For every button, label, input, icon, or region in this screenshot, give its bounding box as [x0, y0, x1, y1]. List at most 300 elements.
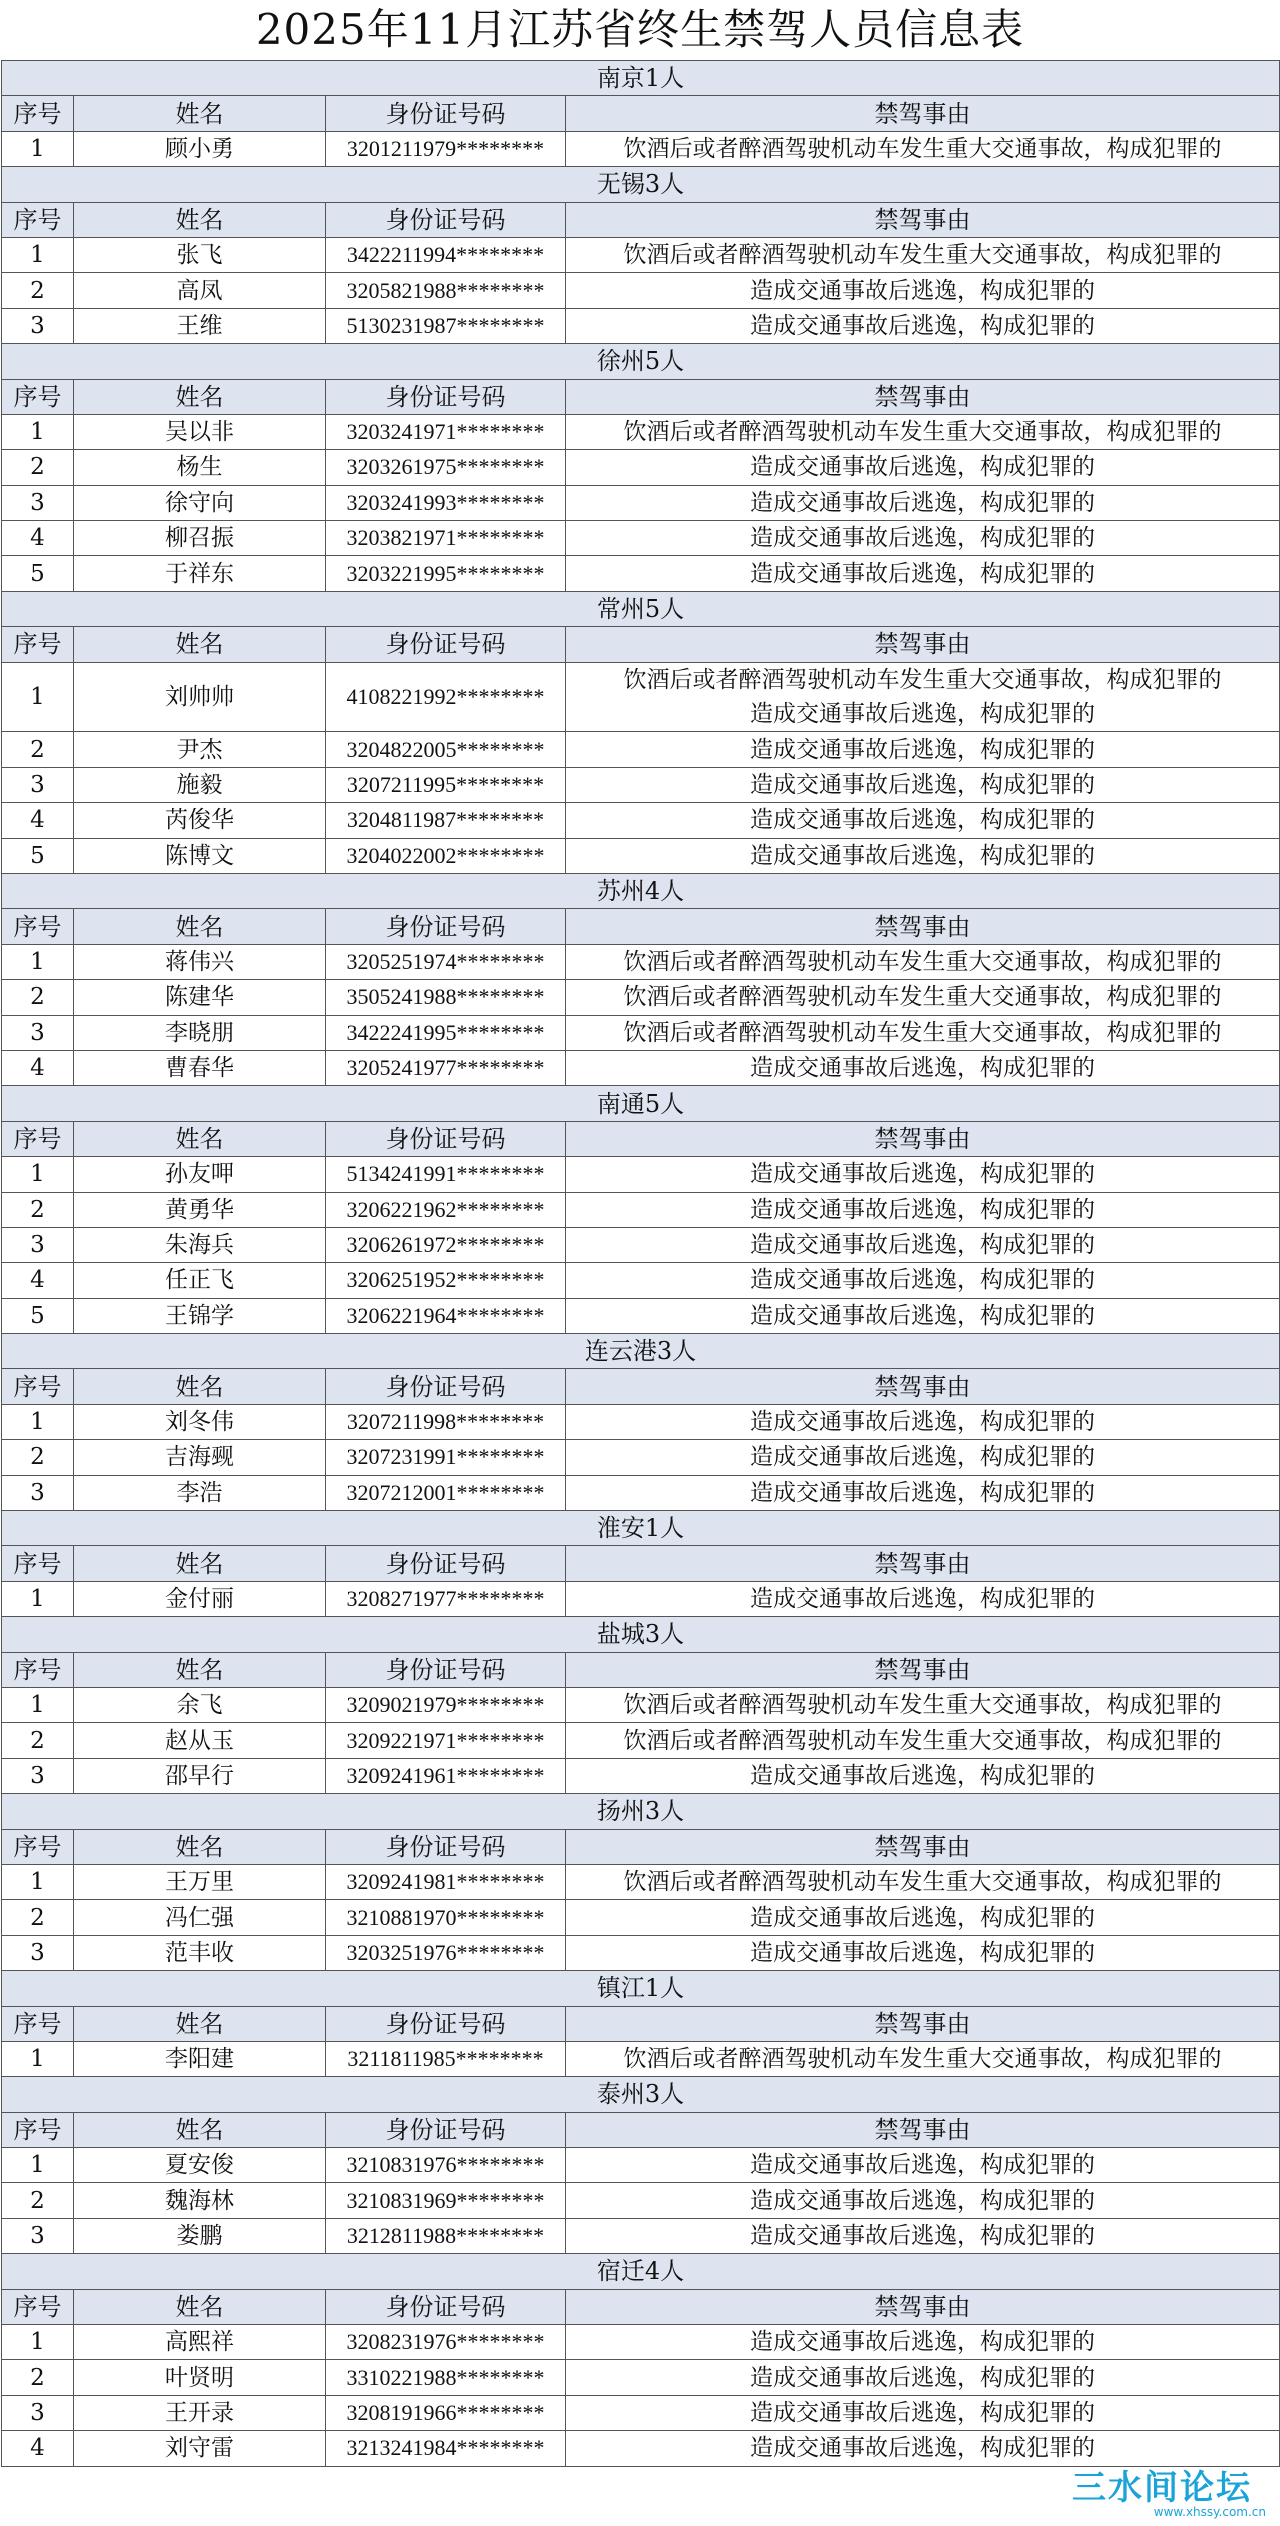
row-reason — [566, 2218, 1280, 2253]
city-section-title: 泰州3人 — [2, 2077, 1280, 2112]
row-reason — [566, 2325, 1280, 2360]
table-row — [2, 1935, 1280, 1970]
table-row — [2, 1581, 1280, 1616]
table-row — [2, 2041, 1280, 2076]
row-index: 1 — [2, 1581, 74, 1616]
reason-line: 造成交通事故后逃逸，构成犯罪的 — [750, 2364, 1096, 2391]
header-index: 序号 — [2, 2112, 74, 2147]
table-row — [2, 1227, 1280, 1262]
reason-line: 造成交通事故后逃逸，构成犯罪的 — [750, 1904, 1096, 1931]
reason-line: 造成交通事故后逃逸，构成犯罪的 — [750, 2223, 1096, 2250]
table-row — [2, 273, 1280, 308]
row-name: 陈建华 — [74, 980, 326, 1015]
header-index: 序号 — [2, 1121, 74, 1156]
table-row — [2, 1298, 1280, 1333]
row-reason — [566, 1440, 1280, 1475]
table-row — [2, 1015, 1280, 1050]
city-section-header — [2, 2254, 1280, 2289]
city-section-header — [2, 1511, 1280, 1546]
header-index: 序号 — [2, 1369, 74, 1404]
header-index: 序号 — [2, 202, 74, 237]
reason-line: 造成交通事故后逃逸，构成犯罪的 — [750, 1444, 1096, 1471]
row-index: 4 — [2, 2431, 74, 2466]
row-index: 1 — [2, 414, 74, 449]
row-name: 芮俊华 — [74, 803, 326, 838]
row-reason — [566, 1015, 1280, 1050]
header-reason: 禁驾事由 — [566, 1829, 1280, 1864]
row-index: 2 — [2, 2183, 74, 2218]
row-name: 黄勇华 — [74, 1192, 326, 1227]
row-reason — [566, 1864, 1280, 1899]
city-section-header — [2, 1617, 1280, 1652]
table-row — [2, 414, 1280, 449]
table-row — [2, 803, 1280, 838]
row-name: 蒋伟兴 — [74, 944, 326, 979]
column-header-row — [2, 1546, 1280, 1581]
column-header-row — [2, 1829, 1280, 1864]
reason-line: 造成交通事故后逃逸，构成犯罪的 — [750, 1302, 1096, 1329]
forum-watermark-logo — [1072, 2460, 1272, 2518]
row-name: 孙友呷 — [74, 1157, 326, 1192]
row-reason — [566, 2183, 1280, 2218]
reason-line: 造成交通事故后逃逸，构成犯罪的 — [750, 772, 1096, 799]
table-row — [2, 2325, 1280, 2360]
row-id-number: 3422241995******** — [326, 1015, 566, 1050]
row-name: 于祥东 — [74, 556, 326, 591]
reason-line: 饮酒后或者醉酒驾驶机动车发生重大交通事故，构成犯罪的 — [623, 1869, 1222, 1896]
table-body — [2, 61, 1280, 2467]
row-index: 5 — [2, 1298, 74, 1333]
table-row — [2, 2395, 1280, 2430]
table-row — [2, 237, 1280, 272]
row-index: 1 — [2, 131, 74, 166]
row-reason — [566, 2431, 1280, 2466]
row-name: 张飞 — [74, 237, 326, 272]
table-row — [2, 838, 1280, 873]
row-index: 2 — [2, 2360, 74, 2395]
header-name: 姓名 — [74, 627, 326, 662]
table-row — [2, 2431, 1280, 2466]
row-id-number: 3206251952******** — [326, 1263, 566, 1298]
table-row — [2, 944, 1280, 979]
row-index: 1 — [2, 944, 74, 979]
row-reason — [566, 1581, 1280, 1616]
row-index: 1 — [2, 237, 74, 272]
row-index: 1 — [2, 2041, 74, 2076]
table-row — [2, 131, 1280, 166]
header-id: 身份证号码 — [326, 202, 566, 237]
row-reason — [566, 944, 1280, 979]
header-id: 身份证号码 — [326, 1369, 566, 1404]
city-section-title: 盐城3人 — [2, 1617, 1280, 1652]
document-title: 2025年11月江苏省终生禁驾人员信息表 — [255, 5, 1025, 54]
row-reason — [566, 1935, 1280, 1970]
header-id: 身份证号码 — [326, 96, 566, 131]
reason-line: 造成交通事故后逃逸，构成犯罪的 — [750, 277, 1096, 304]
header-id: 身份证号码 — [326, 627, 566, 662]
row-index: 1 — [2, 1687, 74, 1722]
reason-line: 造成交通事故后逃逸，构成犯罪的 — [750, 1055, 1096, 1082]
city-section-title: 南通5人 — [2, 1086, 1280, 1121]
city-section-header — [2, 874, 1280, 909]
row-index: 1 — [2, 2325, 74, 2360]
city-section-header — [2, 1794, 1280, 1829]
reason-line: 饮酒后或者醉酒驾驶机动车发生重大交通事故，构成犯罪的 — [623, 984, 1222, 1011]
row-name: 余飞 — [74, 1687, 326, 1722]
row-name: 范丰收 — [74, 1935, 326, 1970]
row-id-number: 3203251976******** — [326, 1935, 566, 1970]
row-index: 3 — [2, 1015, 74, 1050]
table-row — [2, 1900, 1280, 1935]
row-name: 李晓朋 — [74, 1015, 326, 1050]
table-row — [2, 2218, 1280, 2253]
reason-line: 饮酒后或者醉酒驾驶机动车发生重大交通事故，构成犯罪的 — [623, 2046, 1222, 2073]
table-row — [2, 732, 1280, 767]
row-name: 魏海林 — [74, 2183, 326, 2218]
header-name: 姓名 — [74, 2006, 326, 2041]
table-row — [2, 1192, 1280, 1227]
row-reason — [566, 237, 1280, 272]
row-index: 3 — [2, 308, 74, 343]
row-id-number: 5134241991******** — [326, 1157, 566, 1192]
reason-line: 造成交通事故后逃逸，构成犯罪的 — [750, 1267, 1096, 1294]
row-id-number: 3210831969******** — [326, 2183, 566, 2218]
row-id-number: 3212811988******** — [326, 2218, 566, 2253]
header-name: 姓名 — [74, 379, 326, 414]
city-section-title: 徐州5人 — [2, 344, 1280, 379]
reason-line: 造成交通事故后逃逸，构成犯罪的 — [750, 1479, 1096, 1506]
reason-line: 造成交通事故后逃逸，构成犯罪的 — [750, 2435, 1096, 2462]
row-name: 高熙祥 — [74, 2325, 326, 2360]
table-row — [2, 1404, 1280, 1439]
table-row — [2, 980, 1280, 1015]
column-header-row — [2, 96, 1280, 131]
row-id-number: 5130231987******** — [326, 308, 566, 343]
row-reason — [566, 273, 1280, 308]
city-section-title: 宿迁4人 — [2, 2254, 1280, 2289]
row-index: 2 — [2, 1192, 74, 1227]
row-id-number: 4108221992******** — [326, 662, 566, 732]
row-reason — [566, 1687, 1280, 1722]
reason-line: 造成交通事故后逃逸，构成犯罪的 — [750, 807, 1096, 834]
reason-line: 造成交通事故后逃逸，构成犯罪的 — [750, 2329, 1096, 2356]
reason-line: 造成交通事故后逃逸，构成犯罪的 — [750, 454, 1096, 481]
header-index: 序号 — [2, 379, 74, 414]
header-reason: 禁驾事由 — [566, 2112, 1280, 2147]
row-index: 3 — [2, 2218, 74, 2253]
row-reason — [566, 1263, 1280, 1298]
row-reason — [566, 1157, 1280, 1192]
city-section-header — [2, 61, 1280, 96]
row-name: 冯仁强 — [74, 1900, 326, 1935]
column-header-row — [2, 2006, 1280, 2041]
row-reason — [566, 1050, 1280, 1085]
city-section-title: 扬州3人 — [2, 1794, 1280, 1829]
table-row — [2, 1157, 1280, 1192]
row-name: 王维 — [74, 308, 326, 343]
header-reason: 禁驾事由 — [566, 627, 1280, 662]
reason-line: 造成交通事故后逃逸，构成犯罪的 — [750, 1939, 1096, 1966]
reason-line: 造成交通事故后逃逸，构成犯罪的 — [750, 312, 1096, 339]
table-row — [2, 2183, 1280, 2218]
city-section-header — [2, 2077, 1280, 2112]
reason-line: 造成交通事故后逃逸，构成犯罪的 — [750, 2152, 1096, 2179]
row-index: 4 — [2, 1263, 74, 1298]
row-id-number: 3205821988******** — [326, 273, 566, 308]
row-name: 曹春华 — [74, 1050, 326, 1085]
row-id-number: 3205251974******** — [326, 944, 566, 979]
table-row — [2, 1758, 1280, 1793]
row-id-number: 3206221964******** — [326, 1298, 566, 1333]
row-id-number: 3209221971******** — [326, 1723, 566, 1758]
header-reason: 禁驾事由 — [566, 1652, 1280, 1687]
header-index: 序号 — [2, 2006, 74, 2041]
row-id-number: 3213241984******** — [326, 2431, 566, 2466]
header-id: 身份证号码 — [326, 379, 566, 414]
header-reason: 禁驾事由 — [566, 202, 1280, 237]
row-name: 王开录 — [74, 2395, 326, 2430]
row-reason — [566, 414, 1280, 449]
row-index: 1 — [2, 1864, 74, 1899]
reason-line: 造成交通事故后逃逸，构成犯罪的 — [750, 1586, 1096, 1612]
header-id: 身份证号码 — [326, 2006, 566, 2041]
column-header-row — [2, 2112, 1280, 2147]
row-index: 3 — [2, 1475, 74, 1510]
header-name: 姓名 — [74, 2112, 326, 2147]
table-row — [2, 556, 1280, 591]
header-name: 姓名 — [74, 2289, 326, 2324]
city-section-title: 常州5人 — [2, 591, 1280, 626]
header-reason: 禁驾事由 — [566, 909, 1280, 944]
header-name: 姓名 — [74, 1546, 326, 1581]
column-header-row — [2, 1121, 1280, 1156]
reason-line: 造成交通事故后逃逸，构成犯罪的 — [750, 2187, 1096, 2214]
row-id-number: 3206261972******** — [326, 1227, 566, 1262]
row-id-number: 3204811987******** — [326, 803, 566, 838]
header-id: 身份证号码 — [326, 1652, 566, 1687]
row-reason — [566, 131, 1280, 166]
reason-line: 造成交通事故后逃逸，构成犯罪的 — [750, 525, 1096, 552]
row-id-number: 3208271977******** — [326, 1581, 566, 1616]
row-index: 2 — [2, 273, 74, 308]
city-section-title: 无锡3人 — [2, 167, 1280, 202]
reason-line: 造成交通事故后逃逸，构成犯罪的 — [750, 489, 1096, 516]
row-reason — [566, 980, 1280, 1015]
header-index: 序号 — [2, 96, 74, 131]
row-index: 2 — [2, 980, 74, 1015]
row-index: 2 — [2, 1723, 74, 1758]
city-section-title: 苏州4人 — [2, 874, 1280, 909]
city-section-title: 镇江1人 — [2, 1971, 1280, 2006]
header-name: 姓名 — [74, 1829, 326, 1864]
row-index: 4 — [2, 1050, 74, 1085]
table-row — [2, 662, 1280, 732]
row-id-number: 3422211994******** — [326, 237, 566, 272]
row-id-number: 3204022002******** — [326, 838, 566, 873]
table-row — [2, 1440, 1280, 1475]
reason-line: 造成交通事故后逃逸，构成犯罪的 — [750, 842, 1096, 869]
table-row — [2, 1050, 1280, 1085]
row-reason — [566, 1758, 1280, 1793]
row-index: 3 — [2, 485, 74, 520]
table-row — [2, 450, 1280, 485]
row-reason — [566, 1723, 1280, 1758]
row-index: 3 — [2, 767, 74, 802]
row-reason — [566, 1900, 1280, 1935]
row-name: 徐守向 — [74, 485, 326, 520]
row-id-number: 3210881970******** — [326, 1900, 566, 1935]
row-index: 2 — [2, 450, 74, 485]
row-id-number: 3203241971******** — [326, 414, 566, 449]
table-row — [2, 767, 1280, 802]
row-reason — [566, 767, 1280, 802]
header-id: 身份证号码 — [326, 909, 566, 944]
reason-line: 造成交通事故后逃逸，构成犯罪的 — [750, 560, 1096, 587]
header-id: 身份证号码 — [326, 1121, 566, 1156]
row-name: 吴以非 — [74, 414, 326, 449]
reason-line: 饮酒后或者醉酒驾驶机动车发生重大交通事故，构成犯罪的 — [623, 1019, 1222, 1046]
row-name: 顾小勇 — [74, 131, 326, 166]
row-reason — [566, 485, 1280, 520]
reason-line: 饮酒后或者醉酒驾驶机动车发生重大交通事故，构成犯罪的 — [623, 419, 1222, 446]
row-name: 娄鹏 — [74, 2218, 326, 2253]
table-row — [2, 2360, 1280, 2395]
row-id-number: 3207231991******** — [326, 1440, 566, 1475]
row-name: 李浩 — [74, 1475, 326, 1510]
row-index: 1 — [2, 1157, 74, 1192]
city-section-title: 南京1人 — [2, 61, 1280, 96]
header-reason: 禁驾事由 — [566, 379, 1280, 414]
row-reason — [566, 521, 1280, 556]
row-index: 2 — [2, 1900, 74, 1935]
row-index: 2 — [2, 732, 74, 767]
table-row — [2, 485, 1280, 520]
header-index: 序号 — [2, 909, 74, 944]
column-header-row — [2, 2289, 1280, 2324]
row-id-number: 3208191966******** — [326, 2395, 566, 2430]
row-name: 邵早行 — [74, 1758, 326, 1793]
row-id-number: 3211811985******** — [326, 2041, 566, 2076]
header-index: 序号 — [2, 1546, 74, 1581]
row-reason — [566, 838, 1280, 873]
row-id-number: 3210831976******** — [326, 2148, 566, 2183]
header-reason: 禁驾事由 — [566, 1369, 1280, 1404]
header-reason: 禁驾事由 — [566, 2006, 1280, 2041]
row-index: 4 — [2, 521, 74, 556]
reason-line: 造成交通事故后逃逸，构成犯罪的 — [750, 1161, 1096, 1188]
column-header-row — [2, 1652, 1280, 1687]
row-id-number: 3207212001******** — [326, 1475, 566, 1510]
header-id: 身份证号码 — [326, 1546, 566, 1581]
reason-line: 造成交通事故后逃逸，构成犯罪的 — [750, 1232, 1096, 1259]
reason-line: 饮酒后或者醉酒驾驶机动车发生重大交通事故，构成犯罪的 — [623, 1692, 1222, 1719]
row-id-number: 3209241981******** — [326, 1864, 566, 1899]
row-name: 施毅 — [74, 767, 326, 802]
row-index: 3 — [2, 1758, 74, 1793]
reason-line: 造成交通事故后逃逸，构成犯罪的 — [750, 1762, 1096, 1789]
city-section-title: 连云港3人 — [2, 1334, 1280, 1369]
column-header-row — [2, 379, 1280, 414]
row-id-number: 3203241993******** — [326, 485, 566, 520]
row-name: 刘冬伟 — [74, 1404, 326, 1439]
row-reason — [566, 732, 1280, 767]
row-name: 金付丽 — [74, 1581, 326, 1616]
header-reason: 禁驾事由 — [566, 96, 1280, 131]
row-index: 3 — [2, 1227, 74, 1262]
row-name: 吉海觋 — [74, 1440, 326, 1475]
header-reason: 禁驾事由 — [566, 1121, 1280, 1156]
reason-line: 造成交通事故后逃逸，构成犯罪的 — [750, 701, 1096, 728]
row-reason — [566, 662, 1280, 732]
table-row — [2, 1263, 1280, 1298]
row-index: 4 — [2, 803, 74, 838]
header-name: 姓名 — [74, 1652, 326, 1687]
row-name: 陈博文 — [74, 838, 326, 873]
row-id-number: 3201211979******** — [326, 131, 566, 166]
header-reason: 禁驾事由 — [566, 2289, 1280, 2324]
table-row — [2, 1475, 1280, 1510]
row-index: 2 — [2, 1440, 74, 1475]
row-index: 1 — [2, 2148, 74, 2183]
row-reason — [566, 556, 1280, 591]
city-section-header — [2, 591, 1280, 626]
header-id: 身份证号码 — [326, 2112, 566, 2147]
city-section-header — [2, 1334, 1280, 1369]
row-id-number: 3207211998******** — [326, 1404, 566, 1439]
row-reason — [566, 1475, 1280, 1510]
row-reason — [566, 2041, 1280, 2076]
row-index: 3 — [2, 1935, 74, 1970]
header-name: 姓名 — [74, 202, 326, 237]
reason-line: 饮酒后或者醉酒驾驶机动车发生重大交通事故，构成犯罪的 — [623, 1727, 1222, 1754]
watermark-title: 三水间论坛 — [1072, 2468, 1252, 2508]
row-name: 刘帅帅 — [74, 662, 326, 732]
row-id-number: 3206221962******** — [326, 1192, 566, 1227]
table-row — [2, 1723, 1280, 1758]
reason-line: 造成交通事故后逃逸，构成犯罪的 — [750, 736, 1096, 763]
header-index: 序号 — [2, 1652, 74, 1687]
row-name: 夏安俊 — [74, 2148, 326, 2183]
reason-line: 造成交通事故后逃逸，构成犯罪的 — [750, 2399, 1096, 2426]
row-name: 叶贤明 — [74, 2360, 326, 2395]
table-row — [2, 521, 1280, 556]
row-reason — [566, 803, 1280, 838]
header-id: 身份证号码 — [326, 1829, 566, 1864]
header-id: 身份证号码 — [326, 2289, 566, 2324]
header-index: 序号 — [2, 627, 74, 662]
city-section-header — [2, 344, 1280, 379]
city-section-header — [2, 167, 1280, 202]
header-reason: 禁驾事由 — [566, 1546, 1280, 1581]
row-name: 高凤 — [74, 273, 326, 308]
row-id-number: 3203821971******** — [326, 521, 566, 556]
column-header-row — [2, 202, 1280, 237]
row-index: 5 — [2, 556, 74, 591]
column-header-row — [2, 1369, 1280, 1404]
row-reason — [566, 1192, 1280, 1227]
header-name: 姓名 — [74, 909, 326, 944]
city-section-title: 淮安1人 — [2, 1511, 1280, 1546]
row-index: 1 — [2, 662, 74, 732]
city-section-header — [2, 1086, 1280, 1121]
row-id-number: 3505241988******** — [326, 980, 566, 1015]
row-index: 3 — [2, 2395, 74, 2430]
row-name: 任正飞 — [74, 1263, 326, 1298]
row-name: 刘守雷 — [74, 2431, 326, 2466]
row-id-number: 3207211995******** — [326, 767, 566, 802]
row-reason — [566, 308, 1280, 343]
header-index: 序号 — [2, 1829, 74, 1864]
